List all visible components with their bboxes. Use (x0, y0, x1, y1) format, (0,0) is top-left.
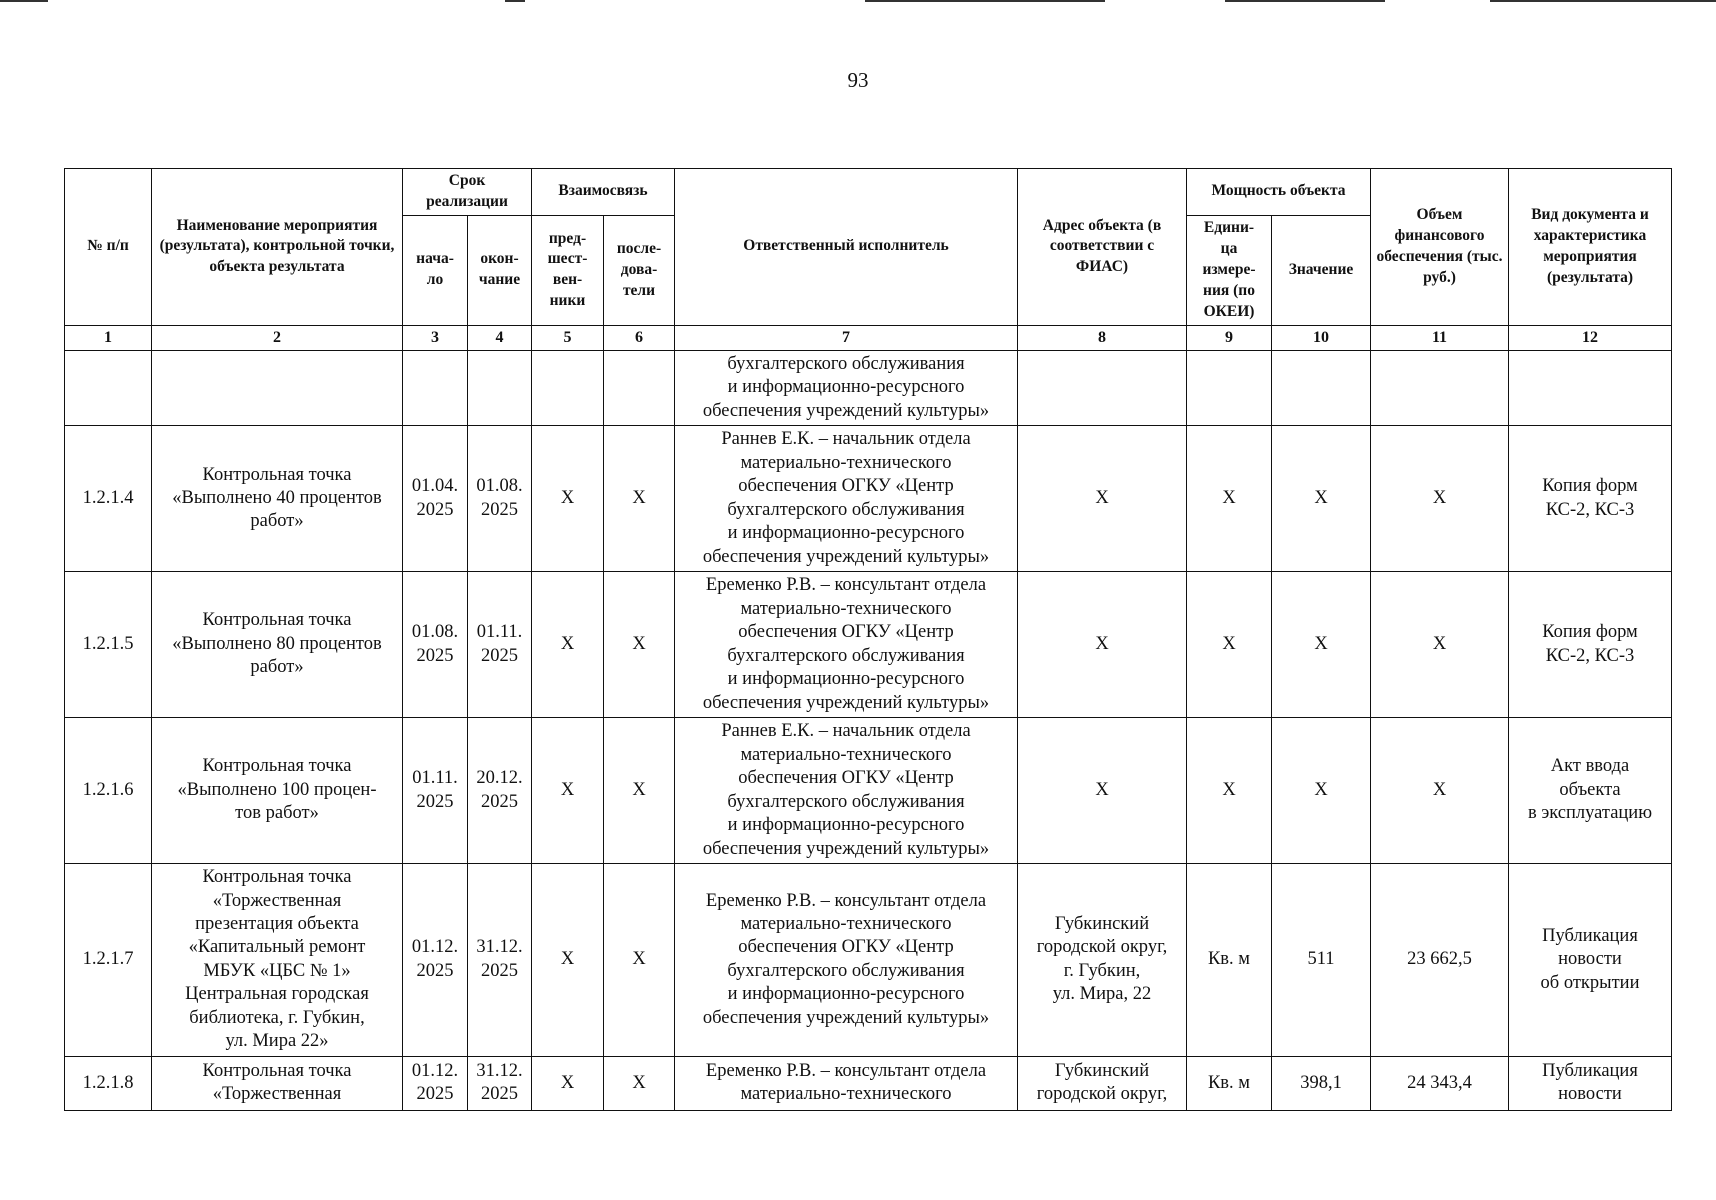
relation-pred: X (532, 864, 604, 1057)
capacity-value: 511 (1272, 864, 1371, 1057)
header-term-end: окон- чание (468, 215, 532, 325)
header-capacity-unit: Едини- ца измере- ния (по ОКЕИ) (1187, 215, 1272, 325)
scan-edge-mark (1225, 0, 1385, 2)
object-address: X (1018, 572, 1187, 718)
header-executor: Ответственный исполнитель (675, 169, 1018, 326)
scan-edge-mark (1490, 0, 1716, 2)
row-number: 1.2.1.4 (65, 426, 152, 572)
column-number: 9 (1187, 325, 1272, 350)
table-row (65, 864, 1672, 1057)
header-term-start: нача- ло (403, 215, 468, 325)
capacity-value: X (1272, 572, 1371, 718)
object-address: Губкинский городской округ, (1018, 1056, 1187, 1110)
executor: Еременко Р.В. – консультант отдела материально-технического (675, 1056, 1018, 1110)
term-end: 31.12. 2025 (468, 864, 532, 1057)
row-number: 1.2.1.5 (65, 572, 152, 718)
term-end: 01.08. 2025 (468, 426, 532, 572)
header-doc: Вид документа и характеристика мероприятия (результата) (1509, 169, 1672, 326)
executor: Еременко Р.В. – консультант отдела материально-технического обеспечения ОГКУ «Центр бухгалтерского обслуживания и информационно-ресурсного обеспечения учреждений культуры» (675, 572, 1018, 718)
header-num: № п/п (65, 169, 152, 326)
executor: Раннев Е.К. – начальник отдела материально-технического обеспечения ОГКУ «Центр бухгалтерского обслуживания и информационно-ресурсного обеспечения учреждений культуры» (675, 718, 1018, 864)
finance-amount: X (1371, 572, 1509, 718)
measure-name: Контрольная точка «Выполнено 40 процентов работ» (152, 426, 403, 572)
page-number: 93 (847, 68, 869, 92)
table-row (65, 718, 1672, 864)
header-finance: Объем финансового обеспечения (тыс. руб.) (1371, 169, 1509, 326)
header-relation: Взаимосвязь (532, 169, 675, 216)
term-end: 20.12. 2025 (468, 718, 532, 864)
finance-amount: X (1371, 426, 1509, 572)
column-number-row (65, 325, 1672, 350)
relation-pred: X (532, 426, 604, 572)
row-number (65, 350, 152, 425)
column-number: 3 (403, 325, 468, 350)
relation-succ (604, 350, 675, 425)
capacity-unit: X (1187, 572, 1272, 718)
header-capacity-value: Значение (1272, 215, 1371, 325)
executor: Раннев Е.К. – начальник отдела материально-технического обеспечения ОГКУ «Центр бухгалтерского обслуживания и информационно-ресурсного обеспечения учреждений культуры» (675, 426, 1018, 572)
relation-pred: X (532, 572, 604, 718)
capacity-unit: Кв. м (1187, 1056, 1272, 1110)
document-type (1509, 350, 1672, 425)
scan-edge-mark (865, 0, 1105, 2)
measure-name: Контрольная точка «Торжественная (152, 1056, 403, 1110)
table-body (65, 350, 1672, 1110)
header-capacity: Мощность объекта (1187, 169, 1371, 216)
column-number: 1 (65, 325, 152, 350)
term-start: 01.11. 2025 (403, 718, 468, 864)
capacity-value: 398,1 (1272, 1056, 1371, 1110)
table-row (65, 426, 1672, 572)
column-number: 2 (152, 325, 403, 350)
document-type: Копия форм КС-2, КС-3 (1509, 426, 1672, 572)
capacity-value (1272, 350, 1371, 425)
finance-amount: X (1371, 718, 1509, 864)
row-number: 1.2.1.8 (65, 1056, 152, 1110)
measures-table (64, 168, 1672, 1111)
capacity-value: X (1272, 426, 1371, 572)
relation-succ: X (604, 426, 675, 572)
term-start: 01.04. 2025 (403, 426, 468, 572)
relation-pred: X (532, 1056, 604, 1110)
header-address: Адрес объекта (в соответствии с ФИАС) (1018, 169, 1187, 326)
term-start: 01.12. 2025 (403, 864, 468, 1057)
object-address: X (1018, 718, 1187, 864)
term-start (403, 350, 468, 425)
row-number: 1.2.1.7 (65, 864, 152, 1057)
header-name: Наименование мероприятия (результата), контрольной точки, объекта результата (152, 169, 403, 326)
capacity-unit: X (1187, 426, 1272, 572)
capacity-value: X (1272, 718, 1371, 864)
column-number: 11 (1371, 325, 1509, 350)
measure-name (152, 350, 403, 425)
capacity-unit: X (1187, 718, 1272, 864)
document-type: Копия форм КС-2, КС-3 (1509, 572, 1672, 718)
relation-succ: X (604, 718, 675, 864)
relation-succ: X (604, 864, 675, 1057)
header-relation-succ: после- дова- тели (604, 215, 675, 325)
document-type: Акт ввода объекта в эксплуатацию (1509, 718, 1672, 864)
column-number: 8 (1018, 325, 1187, 350)
object-address: X (1018, 426, 1187, 572)
table-row (65, 350, 1672, 425)
executor: Еременко Р.В. – консультант отдела материально-технического обеспечения ОГКУ «Центр бухгалтерского обслуживания и информационно-ресурсного обеспечения учреждений культуры» (675, 864, 1018, 1057)
term-start: 01.12. 2025 (403, 1056, 468, 1110)
term-end: 01.11. 2025 (468, 572, 532, 718)
scan-edge-mark (0, 0, 48, 2)
finance-amount: 23 662,5 (1371, 864, 1509, 1057)
object-address (1018, 350, 1187, 425)
column-number: 7 (675, 325, 1018, 350)
column-number: 4 (468, 325, 532, 350)
relation-pred: X (532, 718, 604, 864)
finance-amount: 24 343,4 (1371, 1056, 1509, 1110)
executor: бухгалтерского обслуживания и информационно-ресурсного обеспечения учреждений культуры» (675, 350, 1018, 425)
term-end: 31.12. 2025 (468, 1056, 532, 1110)
column-number: 5 (532, 325, 604, 350)
document-type: Публикация новости об открытии (1509, 864, 1672, 1057)
measure-name: Контрольная точка «Выполнено 100 процен- тов работ» (152, 718, 403, 864)
term-end (468, 350, 532, 425)
capacity-unit: Кв. м (1187, 864, 1272, 1057)
measure-name: Контрольная точка «Выполнено 80 процентов работ» (152, 572, 403, 718)
relation-succ: X (604, 572, 675, 718)
row-number: 1.2.1.6 (65, 718, 152, 864)
object-address: Губкинский городской округ, г. Губкин, ул. Мира, 22 (1018, 864, 1187, 1057)
document-type: Публикация новости (1509, 1056, 1672, 1110)
scan-edge-mark (505, 0, 525, 2)
column-number: 10 (1272, 325, 1371, 350)
measure-name: Контрольная точка «Торжественная презентация объекта «Капитальный ремонт МБУК «ЦБС № 1» Центральная городская библиотека, г. Губкин, ул. Мира 22» (152, 864, 403, 1057)
column-number: 6 (604, 325, 675, 350)
header-relation-pred: пред- шест- вен- ники (532, 215, 604, 325)
relation-pred (532, 350, 604, 425)
header-term: Срок реализации (403, 169, 532, 216)
finance-amount (1371, 350, 1509, 425)
column-number: 12 (1509, 325, 1672, 350)
relation-succ: X (604, 1056, 675, 1110)
table-row (65, 1056, 1672, 1110)
capacity-unit (1187, 350, 1272, 425)
table-header (65, 169, 1672, 351)
term-start: 01.08. 2025 (403, 572, 468, 718)
table-row (65, 572, 1672, 718)
